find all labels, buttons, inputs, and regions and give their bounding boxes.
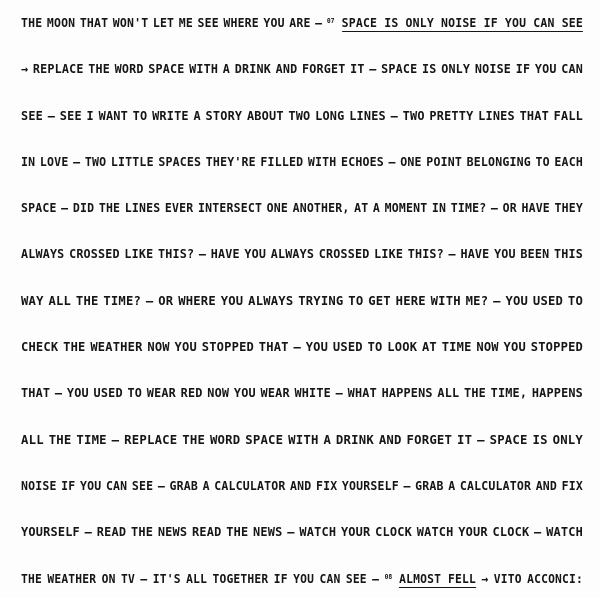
word: HAVE [521,200,550,216]
word: CROSSED [69,246,120,262]
word: YOU [534,61,557,77]
word: NOISE [21,477,57,493]
word: — [403,477,411,493]
word: TIME? [103,292,142,308]
word: — [477,431,485,447]
word: STORY [205,107,243,123]
word: — [111,431,120,447]
word: FORGET [406,431,453,447]
word: ALL [437,385,460,401]
word: LIKE [374,246,404,262]
word: THE [21,570,42,586]
word: LOOK [387,339,418,355]
word: — [84,524,93,540]
word: TO [348,292,364,308]
word: WON'T [112,15,149,30]
word: AND [535,477,558,493]
word: MOON [46,15,76,30]
word: THIS? [407,246,444,262]
word: WEAR [260,385,290,401]
word: SEE [197,15,219,30]
word: — [493,292,501,308]
word: REPLACE [32,61,84,77]
word: SEE [21,107,44,123]
word: ALL [186,570,208,586]
word: ALL [21,431,44,447]
word: WITH [288,431,319,447]
text-line [21,523,583,569]
word: — [145,292,154,308]
word: WHITE [294,385,331,401]
word: YOURSELF [21,524,80,540]
word: IF [61,477,76,493]
word: FILLED [260,153,304,169]
word: YOU [79,477,102,493]
word: TO [367,339,383,355]
word: THE [226,524,249,540]
word: IN [21,153,36,169]
word: AT [354,200,369,216]
text-line [21,153,583,199]
word: SPACE [489,431,528,447]
word: OR [158,292,174,308]
word: YOU [505,292,529,308]
word: STOPPED [201,339,254,355]
word: — [140,570,148,586]
text-line [21,292,583,338]
word: LITTLE [110,153,154,169]
word: WORD [114,61,144,77]
word: TV [121,570,136,586]
word: HAPPENS [531,385,583,401]
word: — [534,524,542,540]
word: WEAR [146,385,176,401]
text-line [21,570,583,616]
word: ALWAYS [270,246,315,262]
word: NOW [476,339,499,355]
word: ARE [289,15,311,30]
word: AND [378,431,402,447]
word: EVER [164,200,194,216]
word: WRITE [152,107,189,123]
word: YOU [263,15,285,30]
lyrics-text-block [21,14,583,616]
word: RED [180,385,203,401]
word: SPACE [245,431,284,447]
word: THAT [258,339,289,355]
word: NEWS [253,524,283,540]
word: NOW [147,339,170,355]
word: VITO [493,570,522,586]
word: → [481,570,489,586]
word: BEEN [520,246,550,262]
word: THIS [554,246,583,262]
word: — [388,153,396,169]
word: CAN [561,61,583,77]
word: SEE [59,107,82,123]
text-line [21,477,583,523]
word: ALL [48,292,72,308]
track-08-heading [385,570,476,590]
track-number: 08 [384,572,393,581]
word: SPACE [148,61,185,77]
word: READ [96,524,127,540]
word: GET [368,292,391,308]
word: THEY'RE [205,153,256,169]
word: — [61,200,69,216]
word: CAN [105,477,128,493]
word: WITH [189,61,219,77]
text-line [21,107,583,153]
word: READ [192,524,222,540]
word: IF [515,61,531,77]
text-line [21,245,583,291]
word: SEE [131,477,154,493]
word: THE [63,339,86,355]
word: IN [431,200,447,216]
word: WHERE [178,292,216,308]
word: — [390,107,398,123]
word: WHERE [223,15,259,30]
track-title: SPACE IS ONLY NOISE IF YOU CAN SEE [341,15,583,30]
word: — [47,107,56,123]
word: YOU [66,385,89,401]
word: DRINK [234,61,271,77]
word: — [287,524,295,540]
word: — [335,385,343,401]
text-line [21,60,583,106]
word: SEE [345,570,367,586]
word: — [490,200,499,216]
word: YOU [305,339,329,355]
word: ME? [465,292,489,308]
word: REPLACE [124,431,178,447]
word: LINES [124,200,161,216]
word: POINT [426,153,463,169]
word: NOISE [474,61,512,77]
word: YOUR [458,524,488,540]
word: THE [98,200,121,216]
word: A [202,477,210,493]
word: FALL [553,107,583,123]
word: — [448,246,456,262]
track-title: ALMOST FELL [399,570,476,586]
word: IT [457,431,473,447]
word: BELONGING [466,153,531,169]
word: ONE [266,200,289,216]
word: TOGETHER [212,570,269,586]
word: YOURSELF [341,477,399,493]
word: — [73,153,81,169]
word: A [448,477,456,493]
word: SPACE [21,200,57,216]
word: LET [152,15,175,30]
word: GRAB [415,477,444,493]
word: WEATHER [47,570,97,586]
word: GRAB [169,477,199,493]
word: TWO [288,107,311,123]
word: YOU [293,570,315,586]
word: WAY [21,292,44,308]
word: ECHOES [341,153,384,169]
word: THE [75,292,99,308]
word: LONG [315,107,345,123]
word: TWO [402,107,425,123]
word: NEWS [157,524,188,540]
word: TWO [84,153,107,169]
word: DRINK [335,431,374,447]
word: THIS? [157,246,195,262]
word: WATCH [546,524,583,540]
word: CALCULATOR [214,477,286,493]
word: IS [422,61,437,77]
word: A [222,61,231,77]
word: ANOTHER, [292,200,350,216]
word: TRYING [298,292,344,308]
word: THE [21,15,43,30]
text-line [21,431,583,477]
word: FIX [561,477,583,493]
word: WITH [307,153,337,169]
word: HAPPENS [381,385,433,401]
word: — [315,15,323,30]
word: ON [101,570,116,586]
text-line [21,14,583,60]
word: — [293,339,301,355]
word: HAVE [460,246,490,262]
word: TIME [441,339,472,355]
text-line [21,384,583,430]
word: LINES [349,107,386,123]
word: — [157,477,165,493]
word: NOW [207,385,230,401]
word: — [54,385,63,401]
word: THEY [554,200,583,216]
word: — [369,61,377,77]
word: THE [130,524,154,540]
word: A [193,107,201,123]
word: YOU [220,292,244,308]
word: WATCH [299,524,337,540]
word: LINES [478,107,515,123]
word: FORGET [301,61,346,77]
word: TIME [76,431,107,447]
word: FIX [315,477,338,493]
word: THE [182,431,206,447]
word: IF [273,570,288,586]
word: A [323,431,332,447]
word: TO [567,292,583,308]
word: TO [535,153,550,169]
word: WEATHER [90,339,143,355]
word: ALWAYS [21,246,65,262]
word: THE [48,431,72,447]
word: → [21,61,29,77]
word: WHAT [347,385,377,401]
word: ONLY [552,431,583,447]
track-number: 07 [326,17,335,25]
word: — [372,570,380,586]
word: AND [275,61,298,77]
word: TIME? [450,200,487,216]
word: IS [532,431,548,447]
word: CALCULATOR [459,477,532,493]
word: EACH [554,153,583,169]
word: YOU [244,246,267,262]
word: OR [502,200,517,216]
word: — [198,246,207,262]
word: USED [332,339,363,355]
word: ABOUT [246,107,284,123]
word: SPACE [381,61,418,77]
word: YOU [233,385,256,401]
word: A [372,200,381,216]
word: WORD [209,431,241,447]
word: HAVE [210,246,240,262]
word: CAN [319,570,341,586]
word: ONLY [441,61,471,77]
text-line [21,199,583,245]
text-line [21,338,583,384]
word: THAT [79,15,109,30]
word: CLOCK [492,524,530,540]
word: ACCONCI: [527,570,583,586]
word: ALWAYS [248,292,294,308]
word: CLOCK [375,524,412,540]
word: IT'S [152,570,181,586]
word: WATCH [416,524,454,540]
word: PRETTY [429,107,474,123]
word: THAT [21,385,51,401]
word: WANT [98,107,128,123]
word: HERE [395,292,426,308]
word: STOPPED [530,339,583,355]
word: USED [532,292,564,308]
word: TO [132,107,148,123]
word: ONE [400,153,422,169]
word: MOMENT [384,200,428,216]
word: LOVE [39,153,69,169]
word: IT [350,61,365,77]
word: YOU [494,246,516,262]
word: YOU [503,339,526,355]
word: SPACES [158,153,202,169]
word: USED [93,385,123,401]
word: TIME, [490,385,528,401]
word: TO [127,385,143,401]
track-07-heading [327,14,583,34]
word: THE [88,61,111,77]
word: YOU [174,339,197,355]
word: THE [464,385,486,401]
word: CROSSED [318,246,370,262]
word: THAT [519,107,549,123]
word: AT [421,339,437,355]
word: AND [290,477,312,493]
word: ME [178,15,193,30]
word: CHECK [21,339,59,355]
word: WITH [430,292,461,308]
word: I [86,107,94,123]
word: YOUR [340,524,371,540]
word: LIKE [124,246,154,262]
word: INTERSECT [197,200,263,216]
word: DID [72,200,95,216]
